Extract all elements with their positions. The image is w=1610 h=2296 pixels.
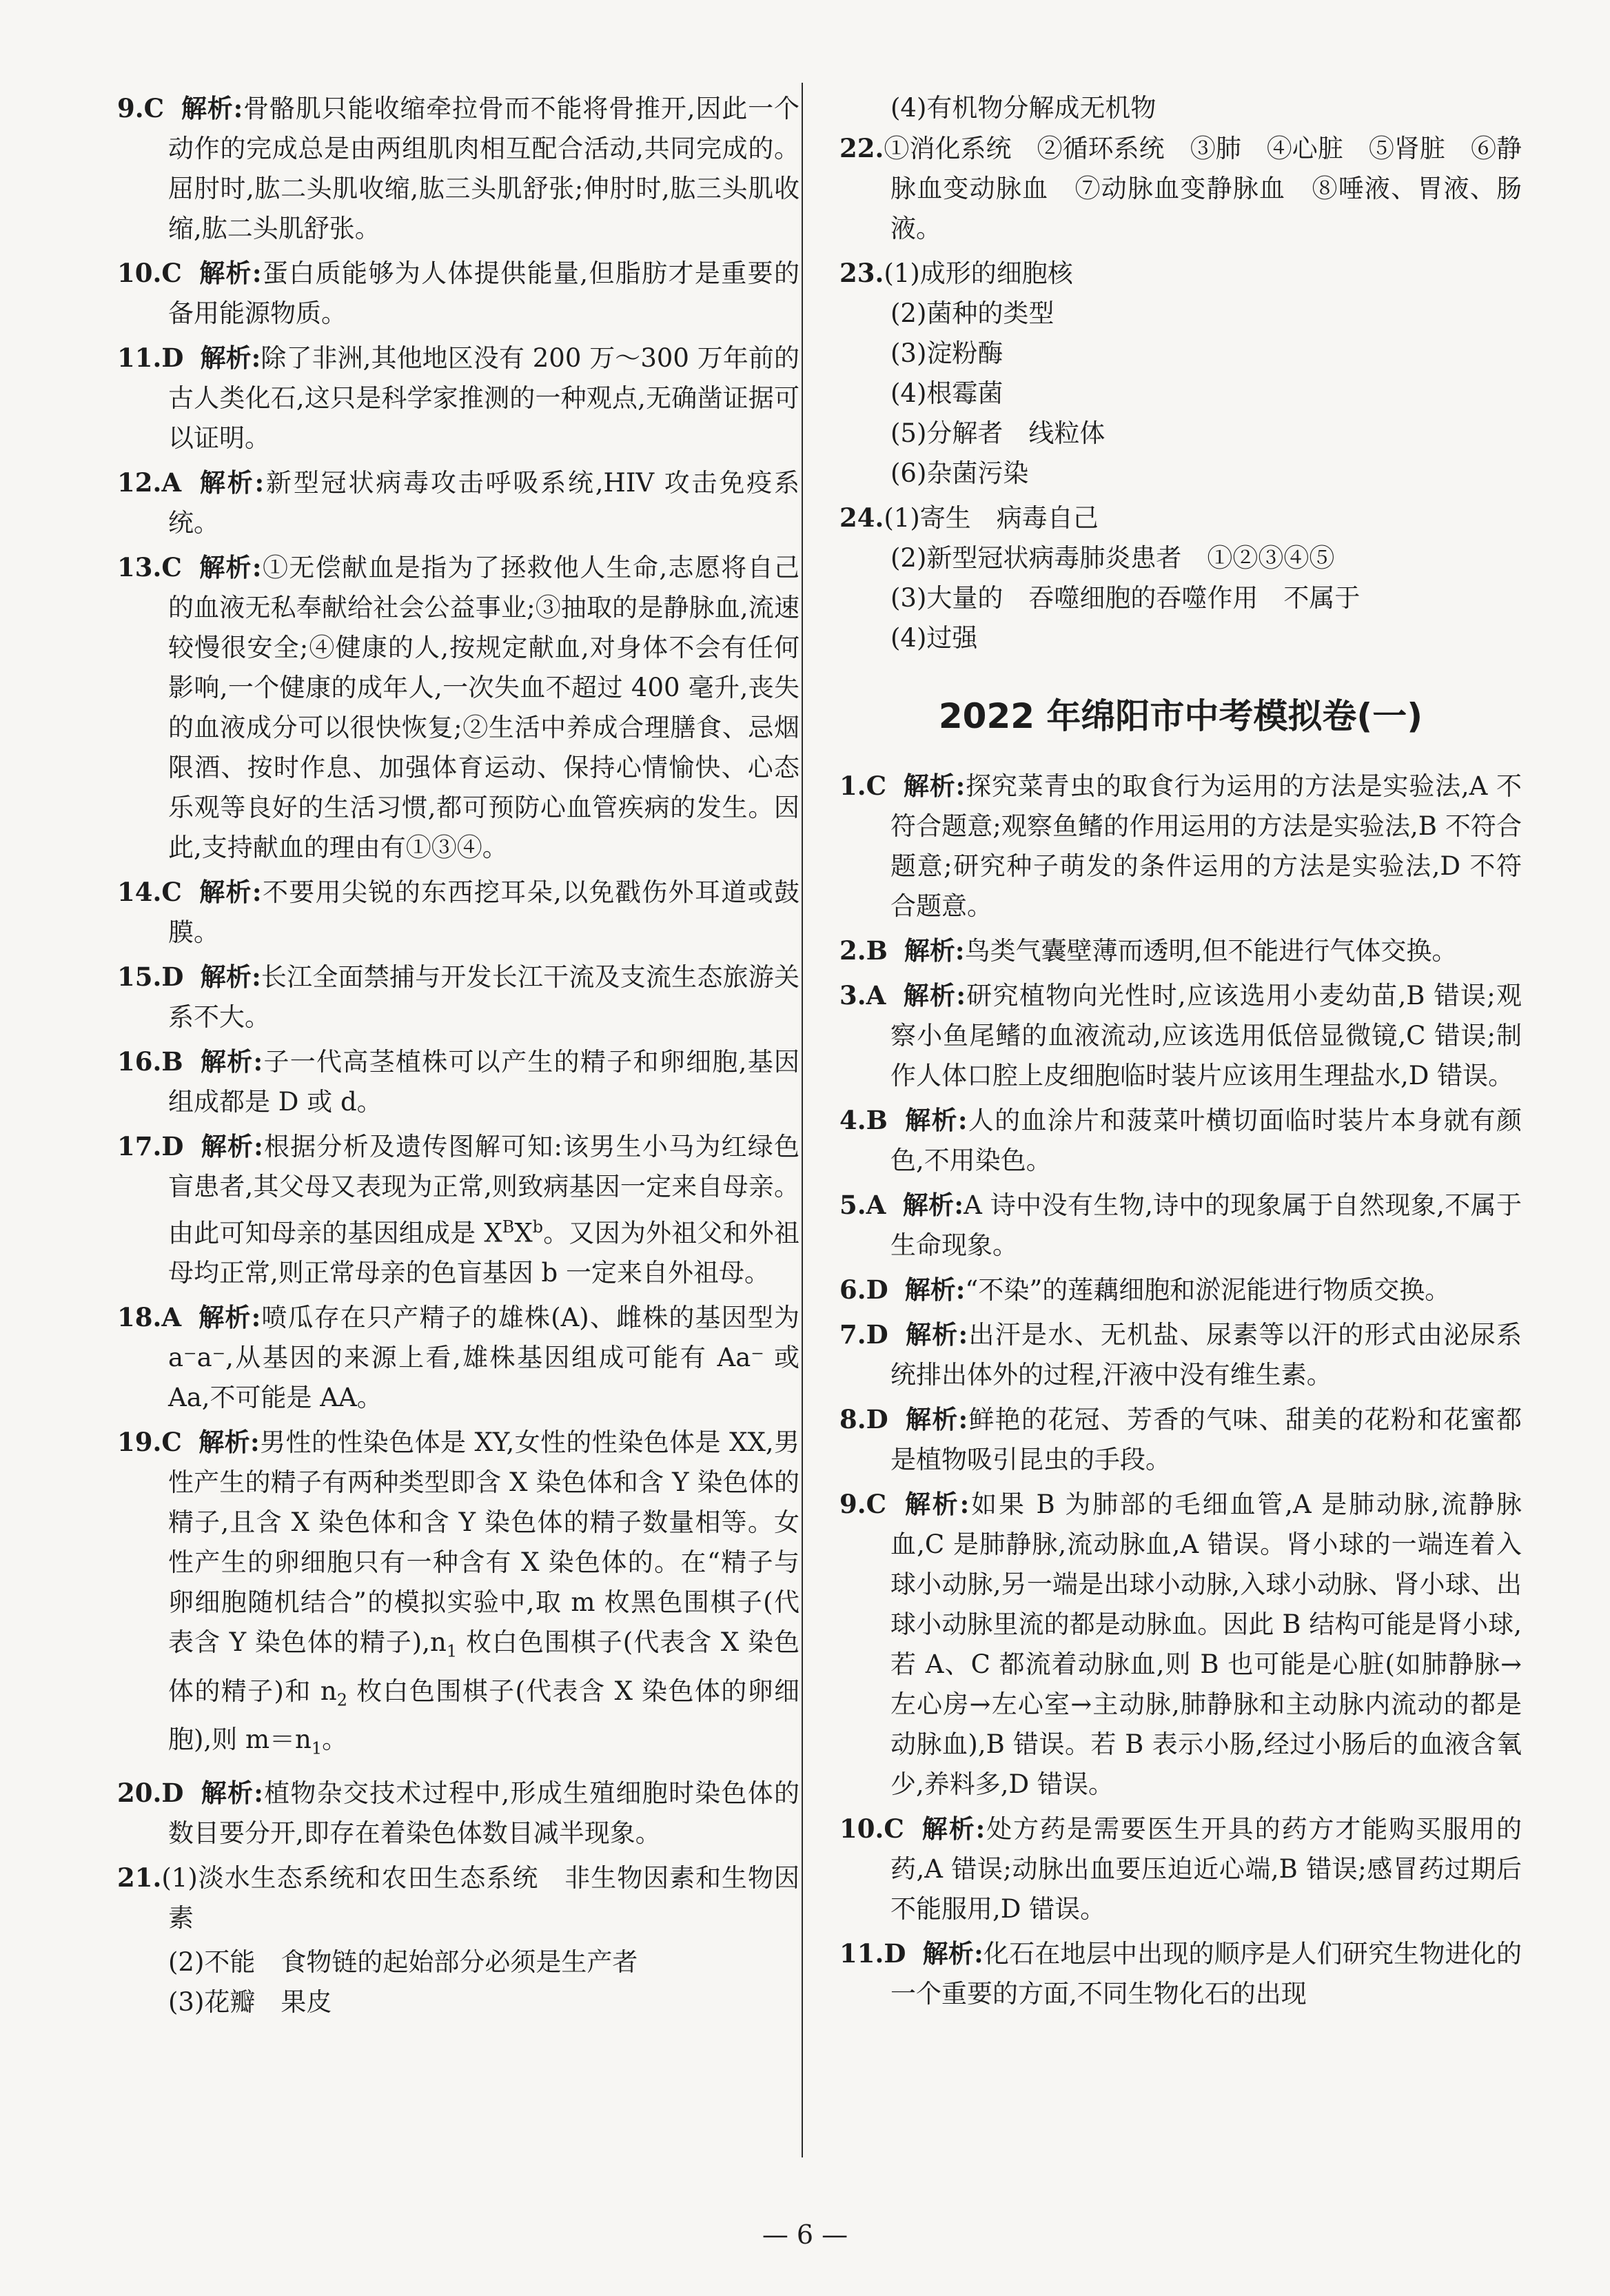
answer-letter: D — [866, 1319, 888, 1350]
item-number: 12. — [117, 467, 162, 498]
mock-answer-item-1 — [839, 766, 1522, 926]
analysis-text: 出汗是水、无机盐、尿素等以汗的形式由泌尿系统排出体外的过程,汗液中没有维生素。 — [890, 1320, 1522, 1390]
right-column — [839, 88, 1522, 2018]
item-number: 10. — [839, 1814, 884, 1844]
item-number: 7. — [839, 1319, 866, 1350]
answer-letter: C — [884, 1814, 904, 1844]
analysis-label: 解析: — [904, 1274, 966, 1305]
analysis-text: 子一代高茎植株可以产生的精子和卵细胞,基因组成都是 D 或 d。 — [168, 1047, 799, 1117]
answer-letter: A — [866, 980, 886, 1010]
analysis-text: 鲜艳的花冠、芳香的气味、甜美的花粉和花蜜都是植物吸引昆虫的手段。 — [890, 1405, 1522, 1474]
item-number: 10. — [117, 258, 162, 288]
answer-item-21-continued: (4)有机物分解成无机物 — [890, 93, 1156, 123]
answer-letter: C — [866, 1489, 887, 1519]
answer-item-24-line: (3)大量的 吞噬细胞的吞噬作用 不属于 — [890, 583, 1361, 613]
answer-item-15 — [117, 957, 799, 1037]
item-number: 2. — [839, 935, 866, 966]
answer-letter: D — [884, 1938, 906, 1969]
analysis-text: 化石在地层中出现的顺序是人们研究生物进化的一个重要的方面,不同生物化石的出现 — [890, 1939, 1522, 2009]
answer-letter: C — [161, 877, 182, 907]
answer-item-20: 20.D 解析:植物杂交技术过程中,形成生殖细胞时染色体的数目要分开,即存在着染色体数目减半现象。 — [117, 1777, 799, 1848]
analysis-label: 解析: — [200, 962, 261, 992]
analysis-text: 人的血涂片和菠菜叶横切面临时装片本身就有颜色,不用染色。 — [890, 1106, 1522, 1175]
item-number: 5. — [839, 1190, 866, 1220]
item-number: 11. — [117, 343, 162, 373]
answer-letter: D — [161, 962, 184, 992]
item-number: 1. — [839, 771, 866, 801]
answer-letter: B — [866, 935, 888, 966]
analysis-label: 解析: — [904, 1319, 968, 1350]
answer-letter: A — [161, 467, 182, 498]
item-number: 3. — [839, 980, 866, 1010]
analysis-label: 解析: — [198, 877, 262, 907]
analysis-label: 解析: — [904, 1105, 968, 1135]
mock-answer-item-7 — [839, 1314, 1522, 1395]
answer-item-11 — [117, 338, 799, 458]
item-number: 13. — [117, 552, 162, 582]
mock-answer-item-10 — [839, 1809, 1522, 1929]
answer-item-24-line: (4)过强 — [890, 623, 978, 653]
mock-answer-item-2 — [839, 931, 1522, 971]
analysis-label: 解析: — [904, 1404, 968, 1434]
analysis-text: 长江全面禁捕与开发长江干流及支流生态旅游关系不大。 — [168, 962, 799, 1032]
analysis-label: 解析: — [922, 1938, 984, 1969]
answer-item-21-line: (3)花瓣 果皮 — [168, 1987, 332, 2017]
answer-item-24-line: (2)新型冠状病毒肺炎患者 ①②③④⑤ — [890, 543, 1335, 573]
analysis-label: 解析: — [904, 935, 965, 966]
analysis-text: 探究菜青虫的取食行为运用的方法是实验法,A 不符合题意;观察鱼鳍的作用运用的方法是实验法,B 不符合题意;研究种子萌发的条件运用的方法是实验法,D 不符合题意。 — [890, 771, 1522, 921]
answer-item-21: 21.(1)淡水生态系统和农田生态系统 非生物因素和生物因素 — [117, 1862, 799, 1933]
analysis-label: 解析: — [920, 1814, 986, 1844]
analysis-label: 解析: — [903, 1489, 970, 1519]
section-title: 2022 年绵阳市中考模拟卷(一) — [938, 696, 1423, 736]
answer-item-10 — [117, 253, 799, 334]
mock-answer-item-5 — [839, 1185, 1522, 1266]
answer-item-13 — [117, 547, 799, 868]
mock-answer-item-9 — [839, 1484, 1522, 1805]
answer-letter: B — [161, 1046, 183, 1077]
item-number: 9. — [117, 93, 144, 123]
analysis-text: 不要用尖锐的东西挖耳朵,以免戳伤外耳道或鼓膜。 — [168, 877, 799, 947]
analysis-label: 解析: — [199, 1046, 263, 1077]
analysis-label: 解析: — [198, 552, 262, 582]
analysis-text: “不染”的莲藕细胞和淤泥能进行物质交换。 — [965, 1275, 1451, 1305]
item-number: 11. — [839, 1938, 884, 1969]
answer-letter: D — [866, 1404, 888, 1434]
answer-letter: C — [143, 93, 165, 123]
answer-item-23-line: (3)淀粉酶 — [890, 338, 1003, 368]
analysis-label: 解析: — [902, 980, 966, 1010]
answer-letter: B — [866, 1105, 888, 1135]
answer-letter: D — [161, 343, 184, 373]
analysis-label: 解析: — [903, 771, 966, 801]
analysis-text: 蛋白质能够为人体提供能量,但脂肪才是重要的备用能源物质。 — [168, 258, 799, 328]
answer-item-23-line: (4)根霉菌 — [890, 378, 1003, 408]
answer-item-19: 19.C 解析:男性的性染色体是 XY,女性的性染色体是 XX,男性产生的精子有两种类型即含 X 染色体和含 Y 染色体的精子,且含 X 染色体和含 Y 染色体的精子数量相等。女性产生的卵细胞只有一种含有 X 染色体的。在“精子与卵细胞随机结合”的模拟实验中,取 m 枚黑色围棋子(代表含 Y 染色体的精子)$,n_1$ 枚白色围棋子(代表含 X 染色体的精子)和 $n_2$ 枚白色围棋子(代表含 X 染色体的卵细胞),则 $m=n_1$。 — [117, 1427, 800, 1758]
analysis-text: 如果 B 为肺部的毛细血管,A 是肺动脉,流静脉血,C 是肺静脉,流动脉血,A 错误。肾小球的一端连着入球小动脉,另一端是出球小动脉,入球小动脉、肾小球、出球小动脉里流的都是动脉血。因此 B 结构可能是肾小球,若 A、C 都流着动脉血,则 B 也可能是心脏(如肺静脉→左心房→左心室→主动脉,肺静脉和主动脉内流动的都是动脉血),B 错误。若 B 表示小肠,经过小肠后的血液含氧少,养料多,D 错误。 — [890, 1490, 1522, 1799]
answer-item-24: 24.(1)寄生 病毒自己 — [839, 502, 1099, 533]
answer-item-18: 18.A 解析:喷瓜存在只产精子的雄株(A)、雌株的基因型为 a⁻a⁻,从基因的来源上看,雄株基因组成可能有 Aa⁻ 或 Aa,不可能是 AA。 — [117, 1302, 799, 1413]
answer-letter: D — [866, 1274, 888, 1305]
analysis-text: 新型冠状病毒攻击呼吸系统,HIV 攻击免疫系统。 — [168, 468, 799, 538]
answer-item-23-line: (5)分解者 线粒体 — [890, 418, 1105, 448]
analysis-label: 解析: — [198, 467, 265, 498]
answer-letter: C — [161, 552, 182, 582]
mock-answer-item-6 — [839, 1270, 1522, 1310]
answer-item-23: 23.(1)成形的细胞核 — [839, 258, 1073, 288]
analysis-text: 骨骼肌只能收缩牵拉骨而不能将骨推开,因此一个动作的完成总是由两组肌肉相互配合活动,共同完成的。屈肘时,肱二头肌收缩,肱三头肌舒张;伸肘时,肱三头肌收缩,肱二头肌舒张。 — [168, 94, 799, 243]
analysis-label: 解析: — [902, 1190, 964, 1220]
answer-letter: C — [866, 771, 887, 801]
analysis-label: 解析: — [181, 93, 243, 123]
item-number: 15. — [117, 962, 162, 992]
answer-letter: A — [866, 1190, 886, 1220]
mock-answer-item-3 — [839, 975, 1522, 1096]
analysis-label: 解析: — [200, 343, 261, 373]
analysis-text: A 诗中没有生物,诗中的现象属于自然现象,不属于生命现象。 — [890, 1190, 1522, 1260]
item-number: 4. — [839, 1105, 866, 1135]
item-number: 14. — [117, 877, 162, 907]
analysis-label: 解析: — [198, 258, 262, 288]
mock-answer-item-11 — [839, 1933, 1522, 2014]
analysis-text: 研究植物向光性时,应该选用小麦幼苗,B 错误;观察小鱼尾鳍的血液流动,应该选用低倍显微镜,C 错误;制作人体口腔上皮细胞临时装片应该用生理盐水,D 错误。 — [890, 981, 1522, 1090]
item-number: 9. — [839, 1489, 866, 1519]
analysis-text: 处方药是需要医生开具的药方才能购买服用的药,A 错误;动脉出血要压迫近心端,B 错误;感冒药过期后不能服用,D 错误。 — [890, 1814, 1522, 1924]
analysis-text: 鸟类气囊壁薄而透明,但不能进行气体交换。 — [964, 936, 1458, 966]
answer-item-16 — [117, 1042, 799, 1122]
item-number: 8. — [839, 1404, 866, 1434]
analysis-text: 除了非洲,其他地区没有 200 万～300 万年前的古人类化石,这只是科学家推测的一种观点,无确凿证据可以证明。 — [168, 343, 799, 453]
analysis-text: ①无偿献血是指为了拯救他人生命,志愿将自己的血液无私奉献给社会公益事业;③抽取的是静脉血,流速较慢很安全;④健康的人,按规定献血,对身体不会有任何影响,一个健康的成年人,一次失血不超过 400 毫升,丧失的血液成分可以很快恢复;②生活中养成合理膳食、忌烟限酒、按时作息、加强体育运动、保持心情愉快、心态乐观等良好的生活习惯,都可预防心血管疾病的发生。因此,支持献血的理由有①③④。 — [168, 553, 799, 862]
answer-item-17: 17.D 解析:根据分析及遗传图解可知:该男生小马为红绿色盲患者,其父母又表现为正常,则致病基因一定来自母亲。由此可知母亲的基因组成是 $X^BX^b$。又因为外祖父和外祖母均正常,则正常母亲的色盲基因 b 一定来自外祖母。 — [117, 1131, 800, 1288]
mock-answer-item-4 — [839, 1100, 1522, 1181]
answer-item-23-line: (2)菌种的类型 — [890, 298, 1054, 328]
answer-item-22: 22.①消化系统 ②循环系统 ③肺 ④心脏 ⑤肾脏 ⑥静脉血变动脉血 ⑦动脉血变静脉血 ⑧唾液、胃液、肠液。 — [839, 133, 1522, 243]
answer-item-14 — [117, 872, 799, 953]
item-number: 6. — [839, 1274, 866, 1305]
left-column — [117, 88, 799, 2022]
answer-item-12 — [117, 463, 799, 543]
column-divider — [802, 83, 803, 2157]
item-number: 16. — [117, 1046, 162, 1077]
answer-item-9 — [117, 88, 799, 249]
answer-letter: C — [161, 258, 182, 288]
answer-item-23-line: (6)杂菌污染 — [890, 458, 1029, 488]
answer-item-21-line: (2)不能 食物链的起始部分必须是生产者 — [168, 1947, 638, 1977]
mock-answer-item-8 — [839, 1399, 1522, 1480]
page-number: — 6 — — [762, 2219, 848, 2250]
